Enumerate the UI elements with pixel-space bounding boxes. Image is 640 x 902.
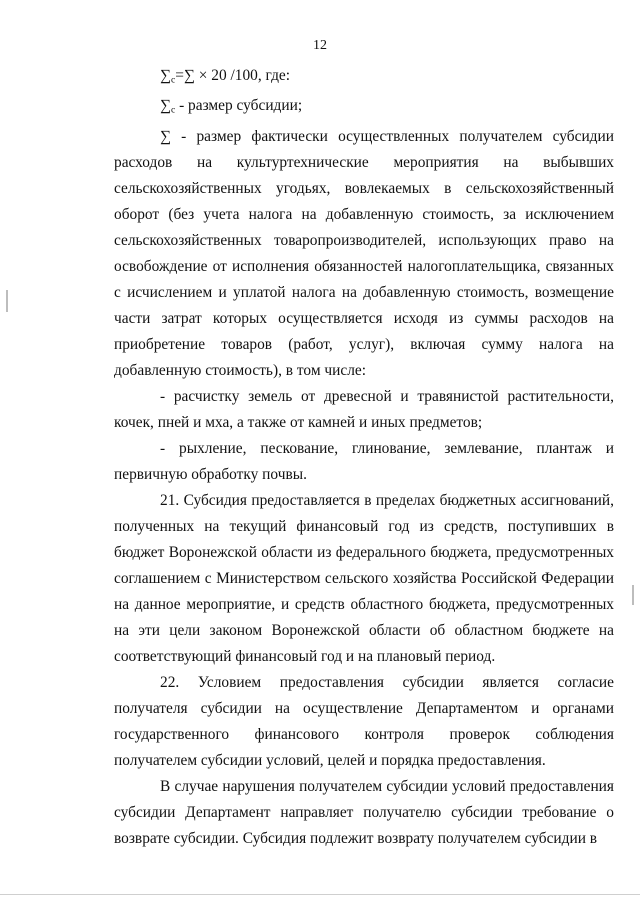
formula-lhs-symbol: ∑ <box>160 67 171 84</box>
formula-line <box>114 63 614 93</box>
formula-rhs: =∑ × 20 /100, где: <box>175 67 291 84</box>
right-edge-mark <box>632 585 634 605</box>
left-edge-mark <box>6 290 8 312</box>
paragraph-22: 22. Условием предоставления субсидии является согласие получателя субсидии на осуществление Департаментом и органами государственного финансового контроля проверок соблюдения получателем субсидии условий, целей и порядка предоставления. <box>114 673 614 769</box>
subsidy-symbol: ∑ <box>160 97 171 115</box>
paragraph-violation: В случае нарушения получателем субсидии условий предоставления субсидии Департамент направляет получателю субсидии требование о возврате субсидии. Субсидия подлежит возврату получателем субсидии в <box>114 777 614 847</box>
bullet-clearing: - расчистку земель от древесной и травянистой растительности, кочек, пней и мха, а также от камней и иных предметов; <box>114 387 614 431</box>
page-number: 12 <box>313 38 327 53</box>
subsidy-definition-text: - размер субсидии; <box>175 97 303 115</box>
document-body <box>114 63 614 852</box>
subsidy-definition <box>114 93 614 123</box>
formula-lhs-subscript: c <box>170 74 176 86</box>
paragraph-21: 21. Субсидия предоставляется в пределах бюджетных ассигнований, полученных на текущий финансовый год из средств, поступивших в бюджет Воронежской области из федерального бюджета, предусмотренных соглашением с Министерством сельского хозяйства Российской Федерации на данное мероприятие, и средств областного бюджета, предусмотренных на эти цели законом Воронежской области об областном бюджете на соответствующий финансовый год и на плановый период. <box>114 491 614 665</box>
bullet-loosening: - рыхление, пескование, глинование, землевание, плантаж и первичную обработку почвы. <box>114 439 614 483</box>
expenses-definition: ∑ - размер фактически осуществленных получателем субсидии расходов на культуртехнические мероприятия на выбывших сельскохозяйственных угодьях, вовлекаемых в сельскохозяйственный оборот (без учета налога на добавленную стоимость, за исключением сельскохозяйственных товаропроизводителей, использующих право на освобождение от исполнения обязанностей налогоплательщика, связанных с исчислением и уплатой налога на добавленную стоимость, возмещение части затрат которых осуществляется исходя из суммы расходов на приобретение товаров (работ, услуг), включая сумму налога на добавленную стоимость), в том числе: <box>114 127 614 379</box>
subsidy-subscript: c <box>170 104 176 116</box>
bottom-scan-edge <box>0 894 640 895</box>
